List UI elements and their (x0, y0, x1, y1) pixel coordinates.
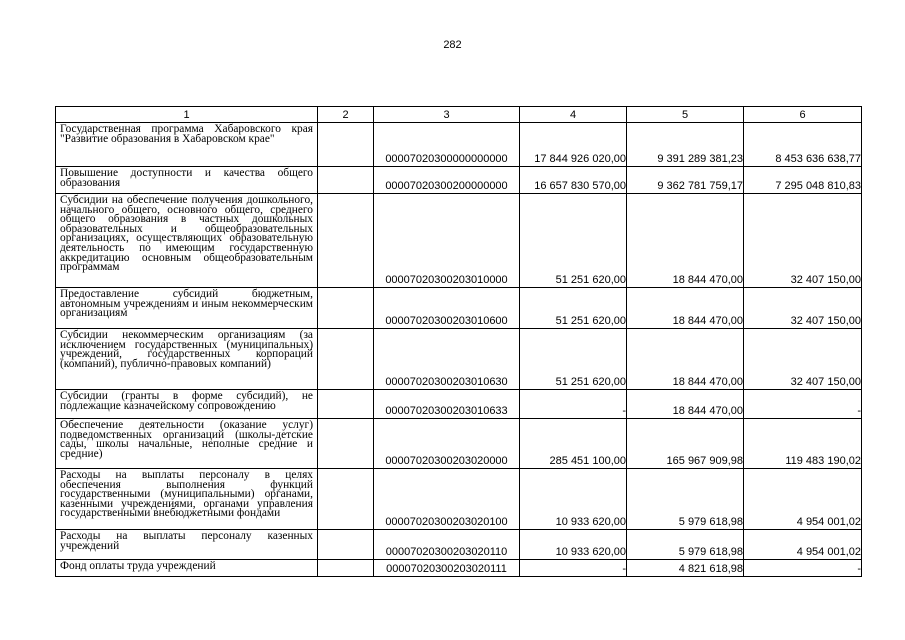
row-value-5: 9 362 781 759,17 (627, 167, 744, 194)
table-row (56, 560, 862, 577)
row-code: 00007020300203010630 (374, 329, 520, 390)
row-value-4: 17 844 926 020,00 (520, 123, 627, 167)
row-value-6: 32 407 150,00 (744, 329, 862, 390)
row-col2 (318, 329, 374, 390)
table-row (56, 194, 862, 288)
row-value-4: 51 251 620,00 (520, 194, 627, 288)
row-code: 00007020300203020110 (374, 530, 520, 560)
row-value-6: 119 483 190,02 (744, 419, 862, 469)
row-value-4: 51 251 620,00 (520, 288, 627, 329)
row-value-5: 18 844 470,00 (627, 288, 744, 329)
row-value-5: 4 821 618,98 (627, 560, 744, 577)
row-name: Субсидии (гранты в форме субсидий), не подлежащие казначейскому сопровождению (56, 390, 318, 419)
row-value-4: 16 657 830 570,00 (520, 167, 627, 194)
row-code: 00007020300203010633 (374, 390, 520, 419)
table-row (56, 288, 862, 329)
row-col2 (318, 469, 374, 530)
table-row (56, 167, 862, 194)
header-col-6: 6 (744, 107, 862, 123)
row-value-6: 32 407 150,00 (744, 194, 862, 288)
header-col-2: 2 (318, 107, 374, 123)
row-value-4: 51 251 620,00 (520, 329, 627, 390)
table-row (56, 329, 862, 390)
row-name: Субсидии некоммерческим организациям (за исключением государственных (муниципальных) учреждений, государственных корпораций (компаний), публично-правовых компаний) (56, 329, 318, 390)
row-col2 (318, 390, 374, 419)
row-value-4: - (520, 560, 627, 577)
row-value-5: 9 391 289 381,23 (627, 123, 744, 167)
row-code: 00007020300000000000 (374, 123, 520, 167)
row-value-5: 18 844 470,00 (627, 194, 744, 288)
row-col2 (318, 419, 374, 469)
header-col-3: 3 (374, 107, 520, 123)
row-col2 (318, 194, 374, 288)
row-name: Государственная программа Хабаровского края "Развитие образования в Хабаровском крае" (56, 123, 318, 167)
row-col2 (318, 167, 374, 194)
row-name: Предоставление субсидий бюджетным, автономным учреждениям и иным некоммерческим организациям (56, 288, 318, 329)
table-row (56, 419, 862, 469)
row-value-4: 285 451 100,00 (520, 419, 627, 469)
row-code: 00007020300203020000 (374, 419, 520, 469)
row-value-4: 10 933 620,00 (520, 469, 627, 530)
row-name: Субсидии на обеспечение получения дошкольного, начального общего, основного общего, среднего общего образования в частных дошкольных образовательных и общеобразовательных организациях, осуществляющих образовательную деятельность по имеющим государственную аккредитацию основным общеобразовательным программам (56, 194, 318, 288)
row-col2 (318, 560, 374, 577)
row-code: 00007020300203010000 (374, 194, 520, 288)
header-col-1: 1 (56, 107, 318, 123)
table-row (56, 390, 862, 419)
row-value-6: 32 407 150,00 (744, 288, 862, 329)
row-value-6: 4 954 001,02 (744, 469, 862, 530)
header-col-4: 4 (520, 107, 627, 123)
row-value-4: 10 933 620,00 (520, 530, 627, 560)
budget-table (55, 106, 862, 577)
row-value-6: - (744, 390, 862, 419)
row-name: Расходы на выплаты персоналу казенных учреждений (56, 530, 318, 560)
row-value-6: - (744, 560, 862, 577)
row-col2 (318, 288, 374, 329)
row-code: 00007020300203020111 (374, 560, 520, 577)
row-col2 (318, 530, 374, 560)
table-row (56, 123, 862, 167)
row-name: Обеспечение деятельности (оказание услуг) подведомственных организаций (школы-детские сады, школы начальные, неполные средние и средние) (56, 419, 318, 469)
row-code: 00007020300200000000 (374, 167, 520, 194)
row-name: Фонд оплаты труда учреждений (56, 560, 318, 577)
row-name: Расходы на выплаты персоналу в целях обеспечения выполнения функций государственными (муниципальными) органами, казенными учреждениями, органами управления государственными внебюджетными фондами (56, 469, 318, 530)
page-number: 282 (443, 39, 462, 51)
row-value-4: - (520, 390, 627, 419)
row-value-6: 8 453 636 638,77 (744, 123, 862, 167)
row-value-5: 18 844 470,00 (627, 390, 744, 419)
row-value-6: 7 295 048 810,83 (744, 167, 862, 194)
row-value-6: 4 954 001,02 (744, 530, 862, 560)
row-code: 00007020300203010600 (374, 288, 520, 329)
table-row (56, 530, 862, 560)
header-col-5: 5 (627, 107, 744, 123)
row-code: 00007020300203020100 (374, 469, 520, 530)
row-value-5: 5 979 618,98 (627, 469, 744, 530)
row-value-5: 18 844 470,00 (627, 329, 744, 390)
row-col2 (318, 123, 374, 167)
table-row (56, 469, 862, 530)
row-name: Повышение доступности и качества общего образования (56, 167, 318, 194)
header-row (56, 107, 862, 123)
row-value-5: 5 979 618,98 (627, 530, 744, 560)
row-value-5: 165 967 909,98 (627, 419, 744, 469)
